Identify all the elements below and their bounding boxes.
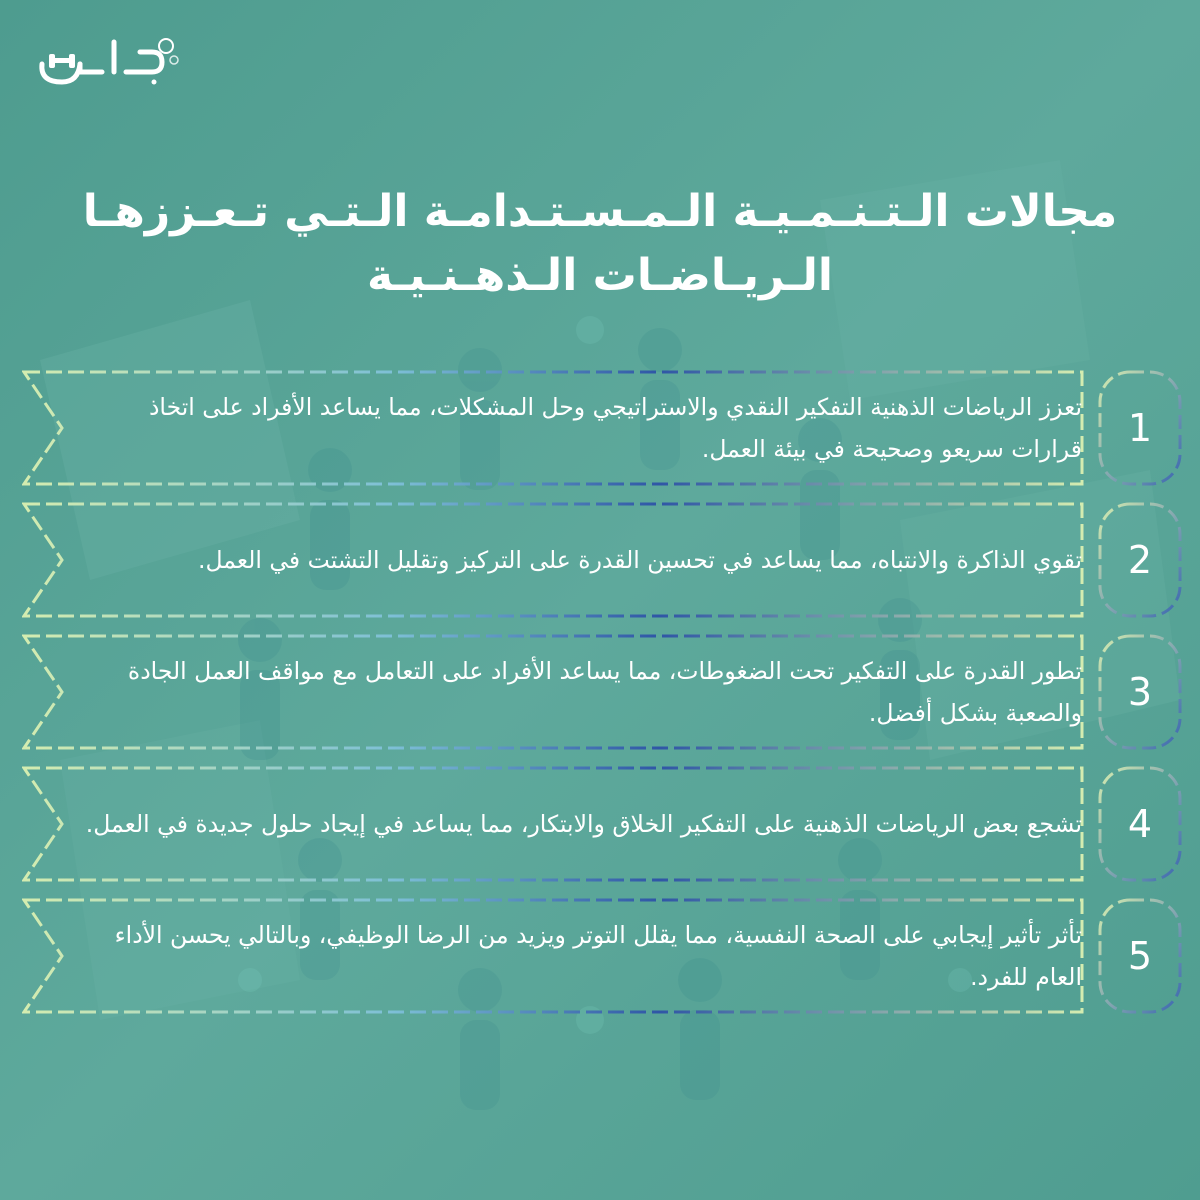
- list-item-5: [22, 898, 1182, 1014]
- item-text: تطور القدرة على التفكير تحت الضغوطات، مما يساعد الأفراد على التعامل مع مواقف العمل الجادة والصعبة بشكل أفضل.: [127, 657, 1082, 727]
- list-item-4: [22, 766, 1182, 882]
- item-number: 4: [1127, 802, 1153, 846]
- item-number: 1: [1127, 406, 1153, 450]
- number-badge: [1098, 766, 1182, 882]
- list-item-3: [22, 634, 1182, 750]
- item-number: 3: [1127, 670, 1153, 714]
- item-number: 2: [1127, 538, 1153, 582]
- item-text: تعزز الرياضات الذهنية التفكير النقدي والاستراتيجي وحل المشكلات، مما يساعد الأفراد على اتخاذ قرارات سريعو وصحيحة في بيئة العمل.: [148, 393, 1082, 463]
- item-number: 5: [1127, 934, 1153, 978]
- number-badge: [1098, 634, 1182, 750]
- list-item-1: [22, 370, 1182, 486]
- page-title-line-1: مجالات الـتـنـمـيـة الـمـسـتـدامـة الـتـي تـعـززهـا: [82, 186, 1118, 237]
- number-badge: [1098, 898, 1182, 1014]
- number-badge: [1098, 502, 1182, 618]
- page-title: [60, 180, 1140, 308]
- list-item-2: [22, 502, 1182, 618]
- item-text: تقوي الذاكرة والانتباه، مما يساعد في تحسين القدرة على التركيز وتقليل التشتت في العمل.: [198, 546, 1082, 574]
- brand-logo: [22, 28, 182, 90]
- page-title-line-2: الـريـاضـات الـذهـنـيـة: [367, 250, 833, 301]
- item-text: تشجع بعض الرياضات الذهنية على التفكير الخلاق والابتكار، مما يساعد في إيجاد حلول جديدة في العمل.: [85, 810, 1082, 838]
- number-badge: [1098, 370, 1182, 486]
- item-text: تأثر تأثير إيجابي على الصحة النفسية، مما يقلل التوتر ويزيد من الرضا الوظيفي، وبالتالي يحسن الأداء العام للفرد.: [114, 921, 1082, 991]
- dumbbell-brain-icon: [22, 28, 182, 90]
